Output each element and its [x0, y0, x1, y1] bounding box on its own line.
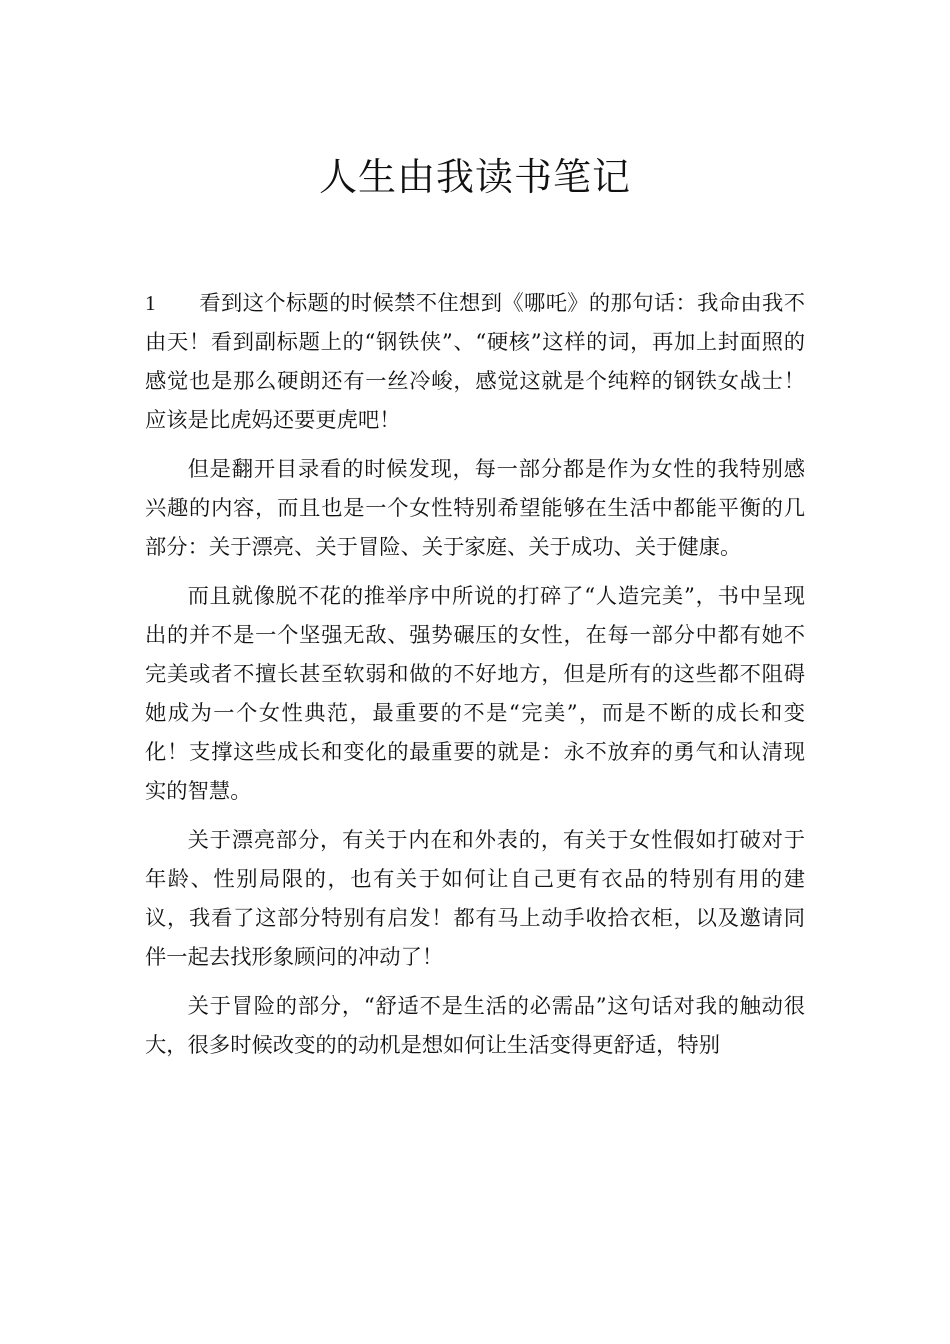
document-body — [145, 284, 805, 1075]
paragraph-5: 关于冒险的部分，“舒适不是生活的必需品”这句话对我的触动很大，很多时候改变的的动机是想如何让生活变得更舒适，特别 — [145, 994, 805, 1058]
page-title: 人生由我读书笔记 — [318, 155, 631, 200]
paragraph-4: 关于漂亮部分，有关于内在和外表的，有关于女性假如打破对于年龄、性别局限的，也有关于如何让自己更有衣品的特别有用的建议，我看了这部分特别有启发！都有马上动手收拾衣柜，以及邀请同伴一起去找形象顾问的冲动了！ — [145, 828, 805, 970]
paragraph-text: 看到这个标题的时候禁不住想到《哪吒》的那句话：我命由我不由天！看到副标题上的“钢铁侠”、“硬核”这样的词，再加上封面照的感觉也是那么硬朗还有一丝冷峻，感觉这就是个纯粹的钢铁女战士！应该是比虎妈还要更虎吧！ — [145, 291, 805, 433]
paragraph-2: 但是翻开目录看的时候发现，每一部分都是作为女性的我特别感兴趣的内容，而且也是一个女性特别希望能够在生活中都能平衡的几部分：关于漂亮、关于冒险、关于家庭、关于成功、关于健康。 — [145, 457, 805, 560]
paragraph-number: 1 — [145, 291, 156, 315]
paragraph-1 — [145, 284, 805, 440]
paragraph-3: 而且就像脱不花的推举序中所说的打碎了“人造完美”，书中呈现出的并不是一个坚强无敌、强势碾压的女性，在每一部分中都有她不完美或者不擅长甚至软弱和做的不好地方，但是所有的这些都不阻碍她成为一个女性典范，最重要的不是“完美”，而是不断的成长和变化！支撑这些成长和变化的最重要的就是：永不放弃的勇气和认清现实的智慧。 — [145, 584, 805, 804]
